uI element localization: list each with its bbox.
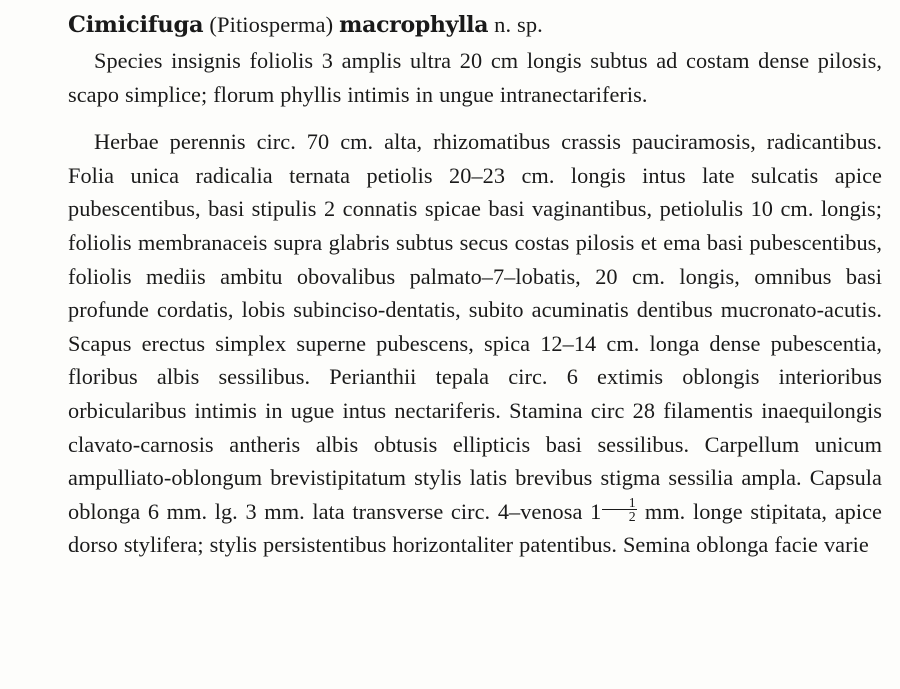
title-species: macrophylla [339, 12, 489, 38]
title-rank: n. sp. [494, 12, 543, 37]
paragraph-diagnosis: Species insignis foliolis 3 amplis ultra 20 cm longis subtus ad costam dense pilosis, scapo simplice; florum phyllis intimis in ungue intranectariferis. [68, 48, 882, 107]
fraction-denominator: 2 [628, 508, 636, 524]
page-title [68, 8, 882, 42]
description-text-part2: mm. longe stipitata, apice dorso stylifera; stylis persistentibus horizontaliter patentibus. Semina oblonga facie varie [68, 498, 882, 558]
title-genus: Cimicifuga [68, 12, 204, 38]
title-subgenus: (Pitiosperma) [209, 12, 334, 37]
description-text-part1: Herbae perennis circ. 70 cm. alta, rhizomatibus crassis pauciramosis, radicantibus. Folia unica radicalia ternata petiolis 20–23 cm. longis intus late sulcatis apice pubescentibus, basi stipulis 2 connatis spicae basi vaginantibus, petiolulis 10 cm. longis; foliolis membranaceis supra glabris subtus secus costas pilosis et ema basi pubescentibus, foliolis mediis ambitu obovalibus palmato–7–lobatis, 20 cm. longis, omnibus basi profunde cordatis, lobis subinciso-dentatis, subito acuminatis dentibus mucronato-acutis. Scapus erectus simplex superne pubescens, spica 12–14 cm. longa dense pubescentia, floribus albis sessilibus. Perianthii tepala circ. 6 extimis oblongis interioribus orbicularibus intimis in ugue intus nectariferis. Stamina circ 28 filamentis inaequilongis clavato-carnosis antheris albis obtusis ellipticis basi sessilibus. Carpellum unicum ampulliato-oblongum brevistipitatum stylis latis brevibus stigma sessilia ampla. Capsula oblonga 6 mm. lg. 3 mm. lata transverse circ. 4–venosa 1 [68, 129, 882, 524]
paragraph-description [68, 125, 882, 562]
fraction-one-half [602, 496, 637, 523]
fraction-numerator: 1 [602, 496, 637, 510]
